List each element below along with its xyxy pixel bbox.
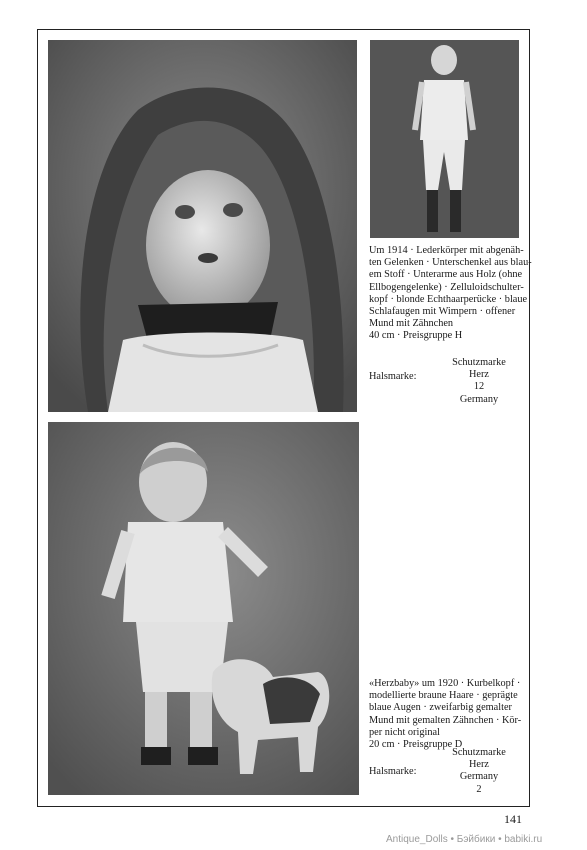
mark-line: 12 bbox=[473, 381, 485, 393]
mark-line: Schutzmarke bbox=[452, 357, 506, 368]
caption-line: 40 cm · Preisgruppe H bbox=[369, 330, 463, 342]
caption-line: Mund mit Zähnchen bbox=[369, 318, 454, 330]
mark-line: Schutzmarke bbox=[452, 747, 506, 758]
top-doll-caption bbox=[369, 245, 532, 343]
doll-portrait-photo bbox=[48, 40, 357, 412]
caption-line: per nicht original bbox=[369, 726, 440, 738]
neck-mark-label: Halsmarke: bbox=[369, 371, 417, 382]
caption-line: Schlafaugen mit Wimpern · offener bbox=[369, 306, 516, 318]
caption-line: «Herzbaby» um 1920 · Kurbelkopf · bbox=[369, 678, 521, 689]
caption-line: Ellbogengelenke) · Zelluloidschulter- bbox=[369, 281, 524, 293]
mark-line: 2 bbox=[476, 783, 482, 795]
caption-line: kopf · blonde Echthaarperücke · blaue bbox=[369, 293, 528, 305]
neck-mark-text bbox=[434, 357, 524, 406]
neck-mark-label: Halsmarke: bbox=[369, 766, 417, 777]
page-number: 141 bbox=[504, 812, 522, 826]
mark-line: Germany bbox=[459, 771, 499, 783]
mark-line: Herz bbox=[468, 759, 489, 771]
caption-line: ten Gelenken · Unterschenkel aus blau- bbox=[369, 257, 532, 269]
caption-line: modellierte braune Haare · geprägte bbox=[369, 690, 518, 702]
bottom-doll-caption bbox=[369, 678, 521, 751]
doll-full-body-photo bbox=[370, 40, 519, 238]
caption-line: blaue Augen · zweifarbig gemalter bbox=[369, 702, 512, 714]
baby-doll-with-dog-photo bbox=[48, 422, 359, 795]
mark-line: Germany bbox=[459, 393, 499, 405]
caption-line: 20 cm · Preisgruppe D bbox=[369, 739, 463, 751]
watermark-text: Antique_Dolls • Бэйбики • babiki.ru bbox=[386, 834, 543, 845]
mark-line: Herz bbox=[468, 369, 489, 381]
neck-mark-text bbox=[434, 747, 524, 796]
caption-line: Mund mit gemalten Zähnchen · Kör- bbox=[369, 714, 522, 726]
caption-line: em Stoff · Unterarme aus Holz (ohne bbox=[369, 269, 523, 281]
caption-line: Um 1914 · Lederkörper mit abgenäh- bbox=[369, 245, 524, 256]
